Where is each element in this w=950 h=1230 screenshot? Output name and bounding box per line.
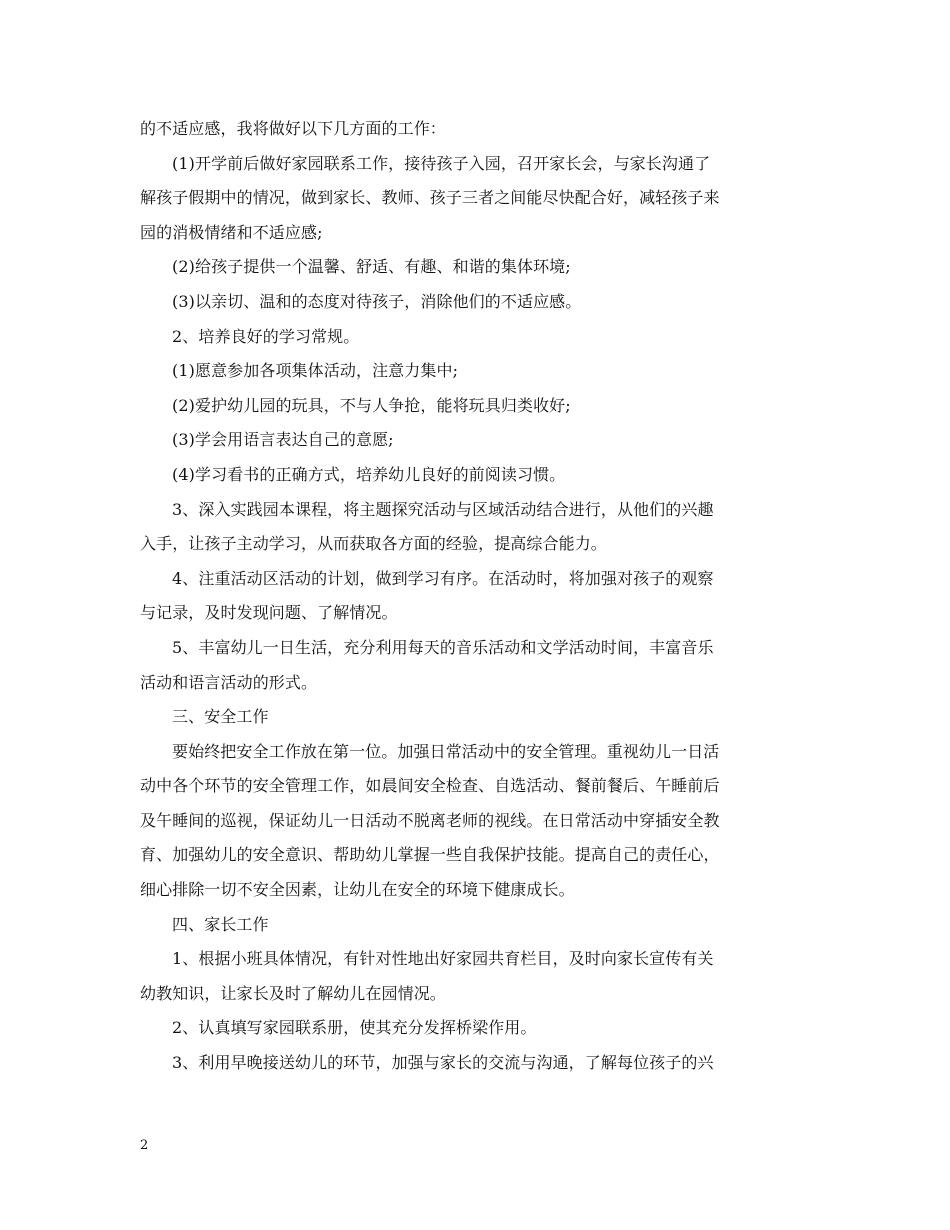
page-number: 2 xyxy=(140,1138,149,1153)
text-line: 动中各个环节的安全管理工作，如晨间安全检查、自选活动、餐前餐后、午睡前后 xyxy=(140,776,720,796)
text-line: 活动和语言活动的形式。 xyxy=(140,672,318,692)
text-line: 及午睡间的巡视，保证幼儿一日活动不脱离老师的视线。在日常活动中穿插安全教 xyxy=(140,810,720,830)
text-line: (4)学习看书的正确方式，培养幼儿良好的前阅读习惯。 xyxy=(172,464,566,484)
text-line: 1、根据小班具体情况，有针对性地出好家园共育栏目，及时向家长宣传有关 xyxy=(172,949,714,969)
text-line: (2)爱护幼儿园的玩具，不与人争抢，能将玩具归类收好; xyxy=(172,395,571,415)
text-line: 细心排除一切不安全因素，让幼儿在安全的环境下健康成长。 xyxy=(140,880,575,900)
text-line: (1)愿意参加各项集体活动，注意力集中; xyxy=(172,361,459,381)
text-line: 育、加强幼儿的安全意识、帮助幼儿掌握一些自我保护技能。提高自己的责任心， xyxy=(140,845,720,865)
section-heading: 四、家长工作 xyxy=(172,914,269,934)
text-line: (3)以亲切、温和的态度对待孩子，消除他们的不适应感。 xyxy=(172,291,582,311)
text-line: 的不适应感，我将做好以下几方面的工作： xyxy=(140,119,446,138)
text-line: 3、利用早晚接送幼儿的环节，加强与家长的交流与沟通，了解每位孩子的兴 xyxy=(172,1053,714,1073)
body-text xyxy=(140,112,812,1081)
text-line: 2、认真填写家园联系册，使其充分发挥桥梁作用。 xyxy=(172,1018,537,1038)
text-line: (3)学会用语言表达自己的意愿; xyxy=(172,430,394,450)
text-line: 3、深入实践园本课程，将主题探究活动与区域活动结合进行，从他们的兴趣 xyxy=(172,499,714,519)
text-line: 要始终把安全工作放在第一位。加强日常活动中的安全管理。重视幼儿一日活 xyxy=(172,741,720,761)
text-line: 2、培养良好的学习常规。 xyxy=(172,326,360,346)
text-line: (1)开学前后做好家园联系工作，接待孩子入园，召开家长会，与家长沟通了 xyxy=(172,153,711,173)
text-line: 入手，让孩子主动学习，从而获取各方面的经验，提高综合能力。 xyxy=(140,534,607,554)
text-line: 幼教知识，让家长及时了解幼儿在园情况。 xyxy=(140,983,446,1003)
section-heading: 三、安全工作 xyxy=(172,707,269,727)
text-line: 解孩子假期中的情况，做到家长、教师、孩子三者之间能尽快配合好，减轻孩子来 xyxy=(140,188,720,208)
text-line: (2)给孩子提供一个温馨、舒适、有趣、和谐的集体环境; xyxy=(172,257,571,277)
text-line: 与记录，及时发现问题、了解情况。 xyxy=(140,603,398,623)
text-line: 园的消极情绪和不适应感; xyxy=(140,222,323,242)
text-line: 5、丰富幼儿一日生活，充分利用每天的音乐活动和文学活动时间，丰富音乐 xyxy=(172,637,714,657)
text-line: 4、注重活动区活动的计划，做到学习有序。在活动时，将加强对孩子的观察 xyxy=(172,568,714,588)
